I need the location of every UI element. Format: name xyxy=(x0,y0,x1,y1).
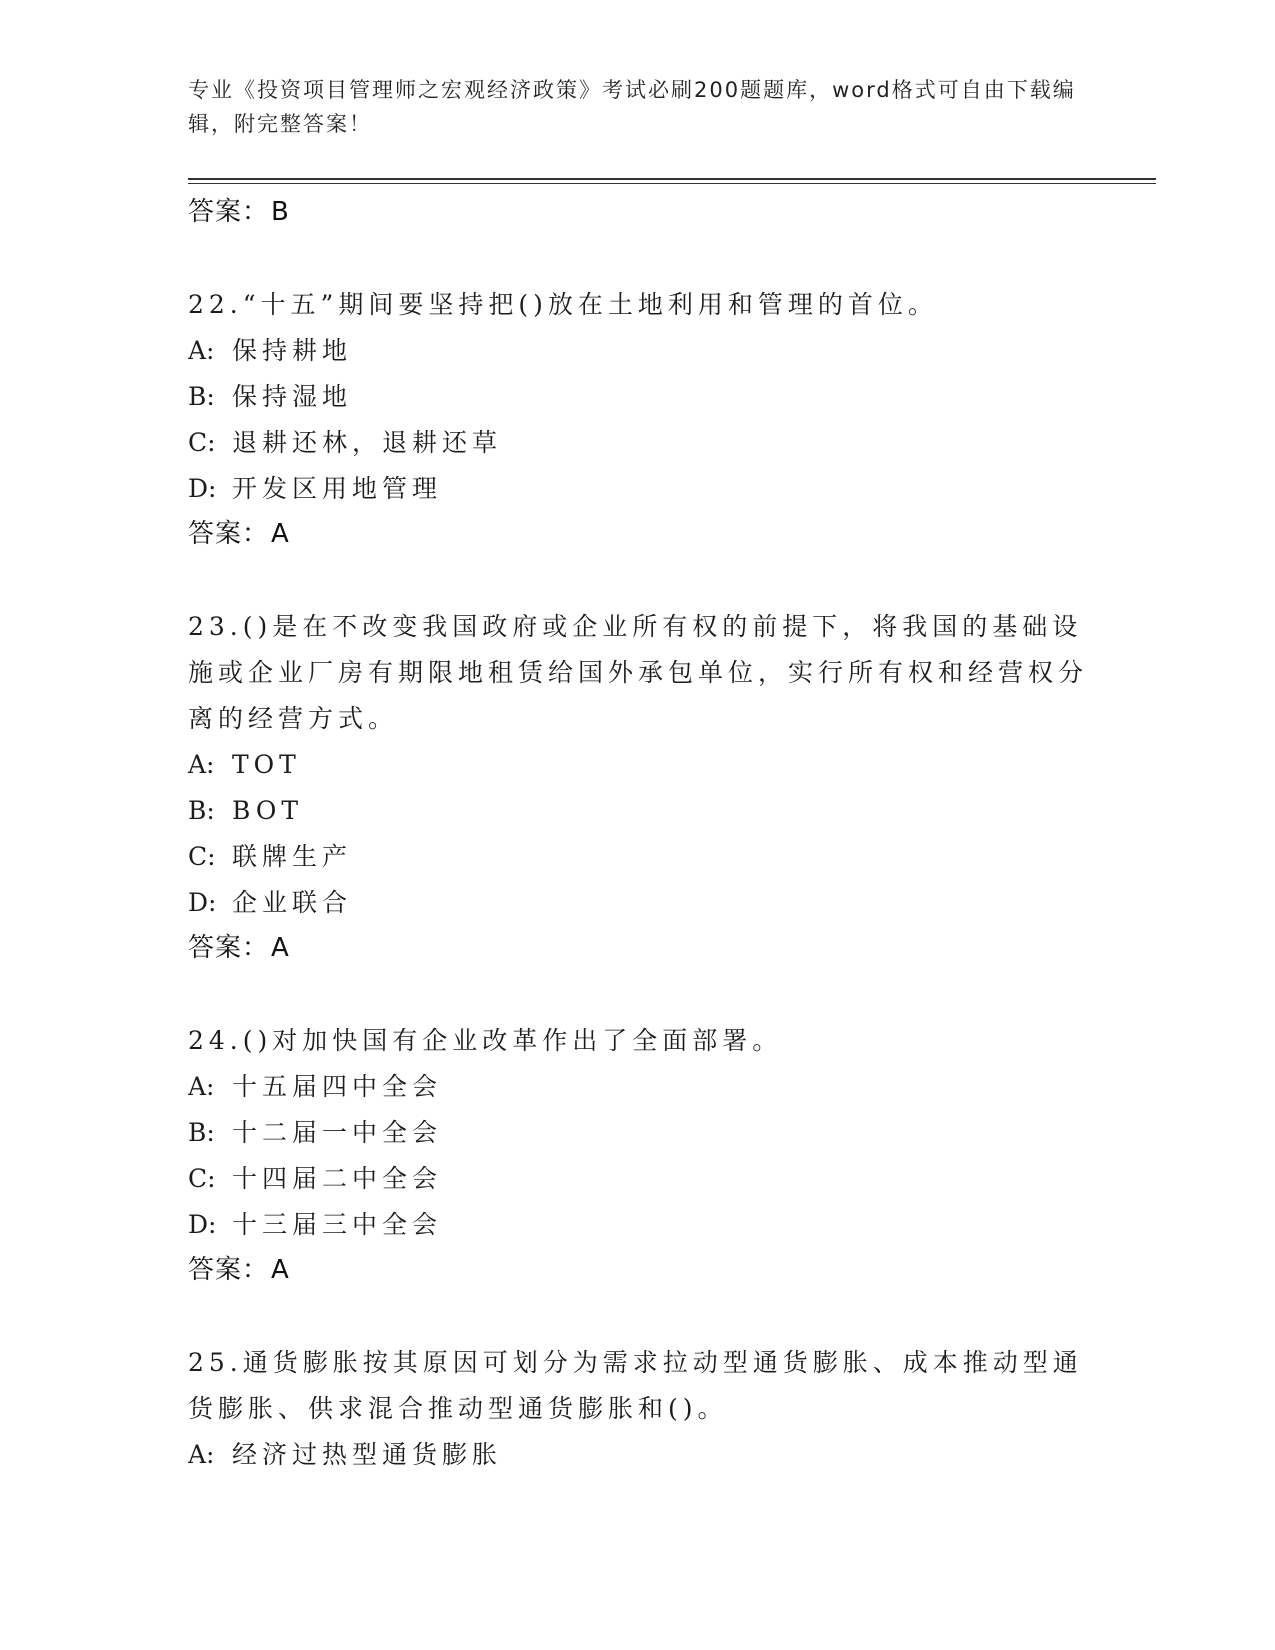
option-b xyxy=(188,1110,1088,1156)
spacer xyxy=(188,234,1088,282)
option-text: 企业联合 xyxy=(232,888,353,917)
question-text: 22.“十五”期间要坚持把()放在土地利用和管理的首位。 xyxy=(188,290,938,319)
option-d xyxy=(188,466,1088,512)
answer-value: A xyxy=(271,519,290,549)
option-letter: B: xyxy=(188,796,215,825)
option-letter: B: xyxy=(188,382,215,411)
option-letter: B: xyxy=(188,1118,215,1147)
option-a xyxy=(188,1432,1088,1478)
option-a xyxy=(188,1064,1088,1110)
answer-line xyxy=(188,1248,1088,1292)
option-letter: D: xyxy=(188,474,217,503)
option-text: TOT xyxy=(232,750,301,779)
option-text: 十二届一中全会 xyxy=(232,1118,443,1147)
option-letter: A: xyxy=(188,1440,215,1469)
answer-value: A xyxy=(271,1255,290,1285)
question-24 xyxy=(188,1018,1088,1292)
question-text: 23.()是在不改变我国政府或企业所有权的前提下，将我国的基础设施或企业厂房有期限地租赁给国外承包单位，实行所有权和经营权分离的经营方式。 xyxy=(188,612,1089,733)
option-text: 经济过热型通货膨胀 xyxy=(232,1440,503,1469)
answer-value: B xyxy=(271,197,290,227)
answer-label: 答案： xyxy=(188,519,270,549)
header-rule-thin xyxy=(188,183,1156,184)
answer-label: 答案： xyxy=(188,1255,270,1285)
option-text: 保持耕地 xyxy=(232,336,353,365)
question-25 xyxy=(188,1340,1088,1478)
option-a xyxy=(188,742,1088,788)
option-text: 十三届三中全会 xyxy=(232,1210,443,1239)
page-header: 专业《投资项目管理师之宏观经济政策》考试必刷200题题库，word格式可自由下载编辑，附完整答案！ xyxy=(188,78,1076,136)
option-text: 十五届四中全会 xyxy=(232,1072,443,1101)
spacer xyxy=(188,556,1088,604)
answer-label: 答案： xyxy=(188,933,270,963)
option-letter: A: xyxy=(188,1072,215,1101)
question-23 xyxy=(188,604,1088,970)
question-22 xyxy=(188,282,1088,556)
option-text: 联牌生产 xyxy=(232,842,353,871)
option-a xyxy=(188,328,1088,374)
answer-line xyxy=(188,190,1088,234)
answer-line xyxy=(188,512,1088,556)
option-text: 退耕还林，退耕还草 xyxy=(232,428,503,457)
option-letter: C: xyxy=(188,428,216,457)
option-text: 开发区用地管理 xyxy=(232,474,443,503)
option-d xyxy=(188,880,1088,926)
question-text: 25.通货膨胀按其原因可划分为需求拉动型通货膨胀、成本推动型通货膨胀、供求混合推动型通货膨胀和()。 xyxy=(188,1348,1083,1423)
option-letter: D: xyxy=(188,888,217,917)
spacer xyxy=(188,1292,1088,1340)
option-c xyxy=(188,1156,1088,1202)
option-d xyxy=(188,1202,1088,1248)
option-letter: A: xyxy=(188,750,215,779)
option-c xyxy=(188,420,1088,466)
spacer xyxy=(188,970,1088,1018)
answer-label: 答案： xyxy=(188,197,270,227)
answer-value: A xyxy=(271,933,290,963)
answer-line xyxy=(188,926,1088,970)
option-letter: C: xyxy=(188,1164,216,1193)
option-text: 保持湿地 xyxy=(232,382,353,411)
option-b xyxy=(188,788,1088,834)
option-text: 十四届二中全会 xyxy=(232,1164,443,1193)
option-b xyxy=(188,374,1088,420)
question-list xyxy=(188,190,1088,1478)
header-rule-thick xyxy=(188,178,1156,180)
option-letter: A: xyxy=(188,336,215,365)
option-c xyxy=(188,834,1088,880)
option-letter: C: xyxy=(188,842,216,871)
option-letter: D: xyxy=(188,1210,217,1239)
question-text: 24.()对加快国有企业改革作出了全面部署。 xyxy=(188,1026,783,1055)
option-text: BOT xyxy=(232,796,304,825)
